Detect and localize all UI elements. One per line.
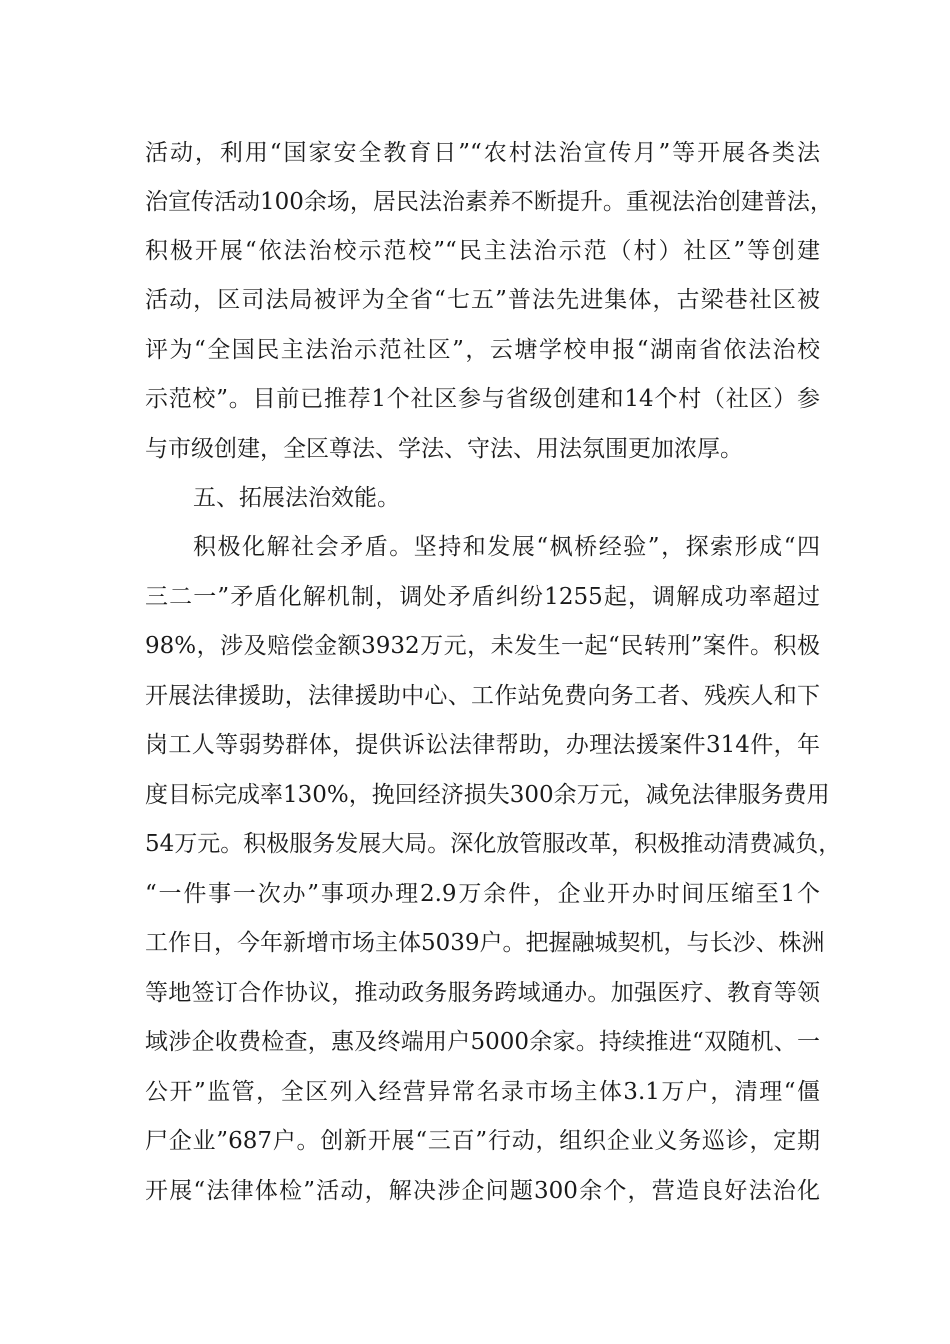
paragraph-line: 活动，利用“国家安全教育日”“农村法治宣传月”等开展各类法: [145, 140, 820, 166]
paragraph-line: 岗工人等弱势群体，提供诉讼法律帮助，办理法援案件314件，年: [145, 732, 820, 758]
paragraph-line: 示范校”。目前已推荐1个社区参与省级创建和14个村（社区）参: [145, 386, 820, 412]
paragraph-line: 开展“法律体检”活动，解决涉企问题300余个，营造良好法治化: [145, 1178, 820, 1204]
section-heading: 五、拓展法治效能。: [193, 485, 400, 511]
paragraph-line: 公开”监管，全区列入经营异常名录市场主体3.1万户，清理“僵: [145, 1079, 820, 1105]
paragraph-line: 三二一”矛盾化解机制，调处矛盾纠纷1255起，调解成功率超过: [145, 584, 820, 610]
paragraph-line: “一件事一次办”事项办理2.9万余件，企业开办时间压缩至1个: [145, 881, 820, 907]
paragraph-line: 工作日，今年新增市场主体5039户。把握融城契机，与长沙、株洲: [145, 930, 825, 956]
paragraph-line: 开展法律援助，法律援助中心、工作站免费向务工者、残疾人和下: [145, 683, 820, 709]
paragraph-line: 等地签订合作协议，推动政务服务跨域通办。加强医疗、教育等领: [145, 980, 820, 1006]
paragraph-line: 尸企业”687户。创新开展“三百”行动，组织企业义务巡诊，定期: [145, 1128, 820, 1154]
paragraph-line: 54万元。积极服务发展大局。深化放管服改革，积极推动清费减负，: [145, 831, 842, 857]
paragraph-line: 积极化解社会矛盾。坚持和发展“枫桥经验”，探索形成“四: [193, 534, 820, 560]
paragraph-line: 活动，区司法局被评为全省“七五”普法先进集体，古梁巷社区被: [145, 287, 820, 313]
paragraph-line: 积极开展“依法治校示范校”“民主法治示范（村）社区”等创建: [145, 238, 820, 264]
paragraph-line: 与市级创建，全区尊法、学法、守法、用法氛围更加浓厚。: [145, 436, 743, 462]
paragraph-line: 度目标完成率130%，挽回经济损失300余万元，减免法律服务费用: [145, 782, 830, 808]
paragraph-line: 98%，涉及赔偿金额3932万元，未发生一起“民转刑”案件。积极: [145, 633, 820, 659]
paragraph-line: 域涉企收费检查，惠及终端用户5000余家。持续推进“双随机、一: [145, 1029, 820, 1055]
paragraph-line: 评为“全国民主法治示范社区”，云塘学校申报“湖南省依法治校: [145, 337, 820, 363]
paragraph-line: 治宣传活动100余场，居民法治素养不断提升。重视法治创建普法，: [145, 189, 833, 215]
